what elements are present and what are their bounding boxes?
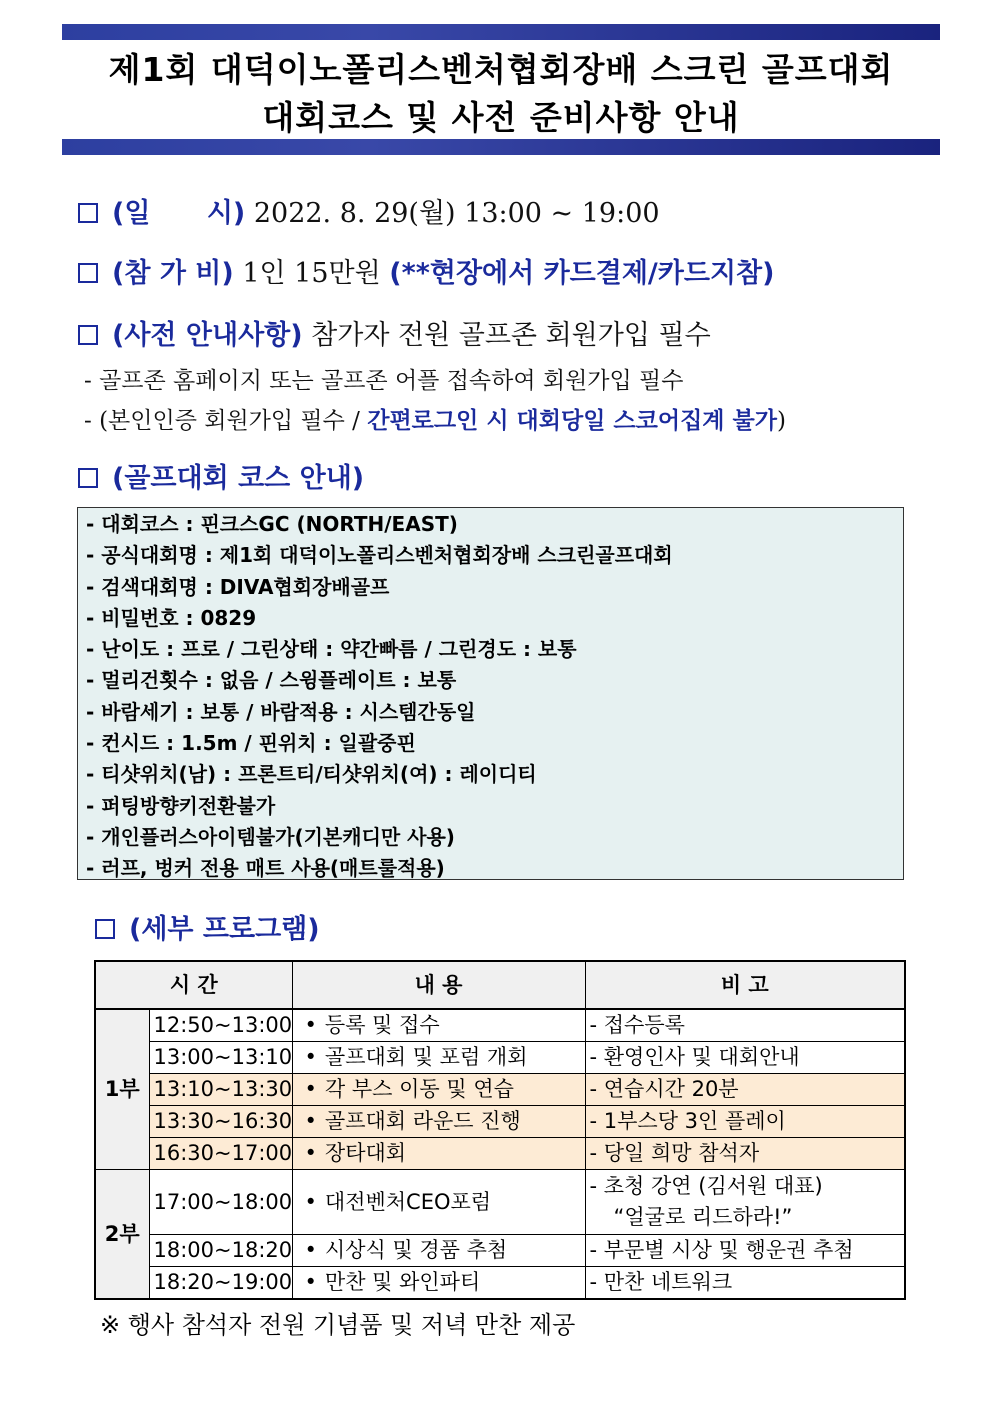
header-content: 내 용 [292,961,585,1009]
row-time: 17:00~18:00 [149,1170,292,1235]
row-remark: - 연습시간 20분 [585,1074,905,1106]
row-time: 18:20~19:00 [149,1267,292,1300]
fee-label: (참 가 비) [112,258,234,289]
row-content [292,1170,585,1235]
course-item: - 러프, 벙커 전용 매트 사용(매트룰적용) [86,856,445,881]
table-row [95,1009,905,1042]
row-content [292,1074,585,1106]
checkbox-square-icon [78,325,98,345]
checkbox-square-icon [95,919,115,939]
row-content-text: 등록 및 접수 [324,1013,440,1037]
course-item: - 컨시드 : 1.5m / 핀위치 : 일괄중핀 [86,731,416,756]
course-item: - 대회코스 : 핀크스GC (NORTH/EAST) [86,512,458,536]
course-item: - 개인플러스아이템불가(기본캐디만 사용) [86,824,455,849]
course-label: (골프대회 코스 안내) [112,463,365,494]
prep-note-2-c: ) [776,408,786,434]
row-remark [585,1170,905,1235]
row-time: 13:00~13:10 [149,1042,292,1074]
fee-value: 1인 15만원 [242,258,381,289]
program-label: (세부 프로그램) [129,914,320,945]
row-remark: - 1부스당 3인 플레이 [585,1106,905,1138]
row-content [292,1138,585,1170]
prep-note-2-warning: 간편로그인 시 대회당일 스코어집계 불가 [367,408,777,434]
bullet: • [304,1077,317,1101]
page-title: 제1회 대덕이노폴리스벤처협회장배 스크린 골프대회 [108,50,894,89]
row-content [292,1009,585,1042]
row-time: 16:30~17:00 [149,1138,292,1170]
table-row [95,1138,905,1170]
title-bottom-bar [62,139,940,155]
date-value: 2022. 8. 29(월) 13:00 ~ 19:00 [253,198,660,229]
course-item: - 검색대회명 : DIVA협회장배골프 [86,574,390,599]
checkbox-square-icon [78,263,98,283]
row-content [292,1267,585,1300]
part-1-label: 1부 [95,1009,149,1170]
program-section-heading [95,907,320,946]
row-content-text: 골프대회 라운드 진행 [324,1109,521,1133]
bullet: • [304,1189,317,1214]
row-remark: - 환영인사 및 대회안내 [585,1042,905,1074]
row-time: 18:00~18:20 [149,1235,292,1267]
title-block [62,24,940,156]
row-content-text: 골프대회 및 포럼 개회 [324,1045,528,1069]
row-remark-line1: - 초청 강연 (김서원 대표) [589,1174,823,1198]
bullet: • [304,1270,317,1294]
row-content [292,1235,585,1267]
table-row [95,1042,905,1074]
table-row [95,1235,905,1267]
prep-note-2-a: - (본인인증 회원가입 필수 / [84,408,368,434]
course-item: - 티샷위치(남) : 프론트티/티샷위치(여) : 레이디티 [86,762,537,787]
row-remark: - 당일 희망 참석자 [585,1138,905,1170]
header-time: 시 간 [95,961,292,1009]
prep-note-1: - 골프존 홈페이지 또는 골프존 어플 접속하여 회원가입 필수 [84,368,684,394]
course-item: - 퍼팅방향키전환불가 [86,793,276,818]
table-row [95,1074,905,1106]
bullet: • [304,1045,317,1069]
page-subtitle: 대회코스 및 사전 준비사항 안내 [262,98,740,137]
course-info-box [77,507,904,880]
date-section [78,191,660,230]
course-item: - 바람세기 : 보통 / 바람적용 : 시스템간동일 [86,699,476,724]
row-time: 13:30~16:30 [149,1106,292,1138]
checkbox-square-icon [78,468,98,488]
title-top-bar [62,24,940,40]
bullet: • [304,1238,317,1262]
course-item: - 난이도 : 프로 / 그린상태 : 약간빠름 / 그린경도 : 보통 [86,637,577,662]
row-content-text: 대전벤처CEO포럼 [324,1189,492,1214]
bullet: • [304,1013,317,1037]
row-time: 12:50~13:00 [149,1009,292,1042]
course-item: - 비밀번호 : 0829 [86,605,257,630]
row-remark-line2: “얼굴로 리드하라!” [613,1205,793,1229]
checkbox-square-icon [78,203,98,223]
table-header-row [95,961,905,1009]
row-content-text: 만찬 및 와인파티 [324,1270,481,1294]
footer-note: ※ 행사 참석자 전원 기념품 및 저녁 만찬 제공 [100,1311,576,1339]
row-remark: - 만찬 네트워크 [585,1267,905,1300]
header-remark: 비 고 [585,961,905,1009]
course-section-heading [78,456,364,495]
prep-label: (사전 안내사항) [112,320,303,351]
prep-note-2 [84,402,786,435]
fee-note: (**현장에서 카드결제/카드지참) [389,258,775,289]
prep-value: 참가자 전원 골프존 회원가입 필수 [311,320,711,351]
table-row [95,1106,905,1138]
table-row [95,1267,905,1300]
row-content-text: 장타대회 [324,1141,407,1165]
table-row [95,1170,905,1235]
fee-section [78,251,774,290]
course-item: - 멀리건횟수 : 없음 / 스윙플레이트 : 보통 [86,668,457,693]
course-item: - 공식대회명 : 제1회 대덕이노폴리스벤처협회장배 스크린골프대회 [86,543,673,568]
program-table [94,960,906,1300]
row-content [292,1106,585,1138]
row-remark: - 부문별 시상 및 행운권 추첨 [585,1235,905,1267]
bullet: • [304,1141,317,1165]
row-content [292,1042,585,1074]
row-content-text: 각 부스 이동 및 연습 [324,1077,514,1101]
row-time: 13:10~13:30 [149,1074,292,1106]
row-remark: - 접수등록 [585,1009,905,1042]
part-2-label: 2부 [95,1170,149,1300]
bullet: • [304,1109,317,1133]
prep-section [78,313,711,352]
date-label: (일 시) [112,198,246,229]
row-content-text: 시상식 및 경품 추첨 [324,1238,508,1262]
